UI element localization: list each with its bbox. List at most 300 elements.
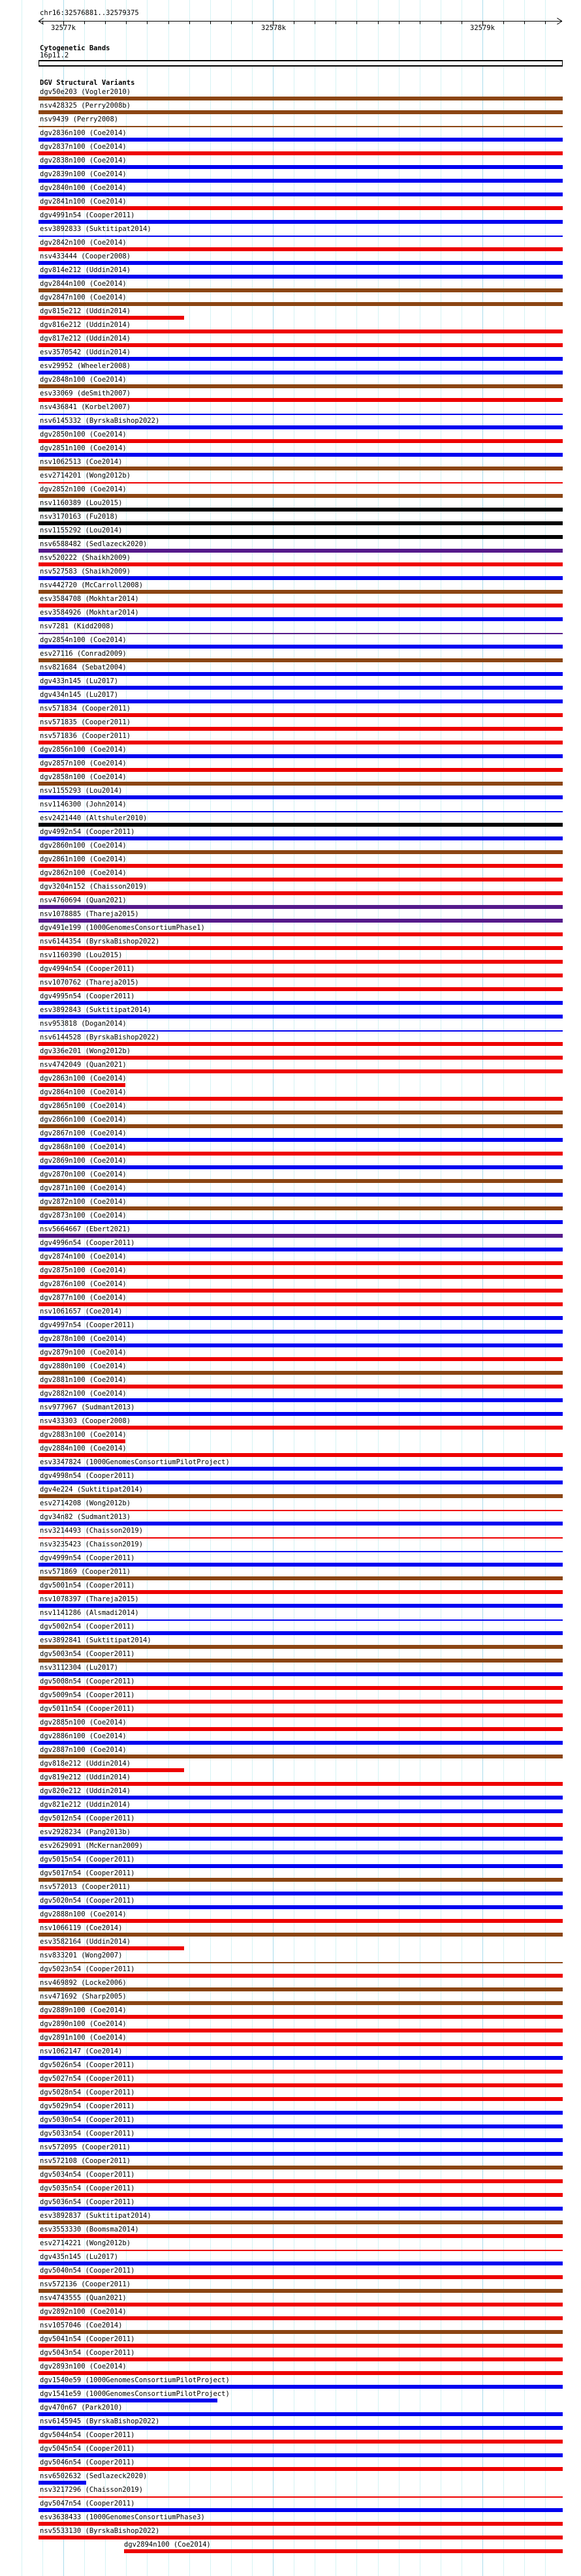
variant-label[interactable]: dgv2840n100 (Coe2014): [40, 184, 127, 192]
variant-bar[interactable]: [39, 2097, 563, 2101]
variant-bar[interactable]: [39, 2207, 563, 2211]
variant-bar[interactable]: [39, 686, 563, 690]
variant-bar[interactable]: [39, 1083, 125, 1087]
variant-label[interactable]: nsv1155292 (Lou2014): [40, 527, 123, 534]
variant-label[interactable]: dgv2836n100 (Coe2014): [40, 129, 127, 137]
variant-bar[interactable]: [39, 1302, 563, 1306]
variant-bar[interactable]: [39, 288, 563, 292]
variant-bar[interactable]: [39, 2250, 563, 2251]
variant-bar[interactable]: [39, 439, 563, 443]
variant-bar[interactable]: [39, 1316, 563, 1320]
variant-bar[interactable]: [39, 371, 563, 375]
variant-bar[interactable]: [39, 1138, 563, 1142]
variant-label[interactable]: dgv5003n54 (Cooper2011): [40, 1650, 135, 1658]
variant-bar[interactable]: [39, 782, 563, 786]
variant-bar[interactable]: [39, 2316, 563, 2320]
variant-bar[interactable]: [39, 1193, 563, 1197]
variant-label[interactable]: dgv470n67 (Park2010): [40, 2404, 123, 2412]
variant-label[interactable]: dgv815e212 (Uddin2014): [40, 307, 131, 315]
variant-bar[interactable]: [39, 1097, 563, 1101]
variant-label[interactable]: dgv2869n100 (Coe2014): [40, 1157, 127, 1165]
variant-bar[interactable]: [39, 236, 563, 237]
variant-label[interactable]: dgv50e203 (Vogler2010): [40, 88, 131, 96]
variant-bar[interactable]: [124, 2549, 563, 2553]
variant-label[interactable]: nsv1078397 (Thareja2015): [40, 1595, 139, 1603]
variant-bar[interactable]: [39, 261, 563, 265]
variant-label[interactable]: esv2421440 (Altshuler2010): [40, 814, 148, 822]
variant-label[interactable]: dgv2863n100 (Coe2014): [40, 1075, 127, 1082]
variant-label[interactable]: nsv436841 (Korbel2007): [40, 403, 131, 411]
variant-label[interactable]: dgv821e212 (Uddin2014): [40, 1801, 131, 1809]
variant-bar[interactable]: [39, 2220, 563, 2224]
variant-bar[interactable]: [39, 1604, 563, 1608]
variant-label[interactable]: dgv2848n100 (Coe2014): [40, 376, 127, 384]
variant-label[interactable]: nsv7281 (Kidd2008): [40, 622, 114, 630]
variant-label[interactable]: nsv977967 (Sudmant2013): [40, 1403, 135, 1411]
variant-bar[interactable]: [39, 2234, 563, 2238]
variant-label[interactable]: esv3892833 (Suktitipat2014): [40, 225, 151, 233]
variant-label[interactable]: dgv491e199 (1000GenomesConsortiumPhase1): [40, 924, 205, 932]
variant-bar[interactable]: [39, 576, 563, 580]
variant-label[interactable]: nsv571834 (Cooper2011): [40, 705, 131, 713]
variant-bar[interactable]: [39, 1015, 563, 1019]
variant-bar[interactable]: [39, 919, 563, 923]
variant-label[interactable]: dgv4998n54 (Cooper2011): [40, 1472, 135, 1480]
variant-label[interactable]: nsv520222 (Shaikh2009): [40, 554, 131, 562]
variant-label[interactable]: nsv433444 (Cooper2008): [40, 253, 131, 260]
variant-bar[interactable]: [39, 1426, 563, 1430]
variant-label[interactable]: dgv5041n54 (Cooper2011): [40, 2335, 135, 2343]
variant-label[interactable]: dgv2861n100 (Coe2014): [40, 855, 127, 863]
variant-bar[interactable]: [39, 645, 563, 649]
variant-label[interactable]: dgv2890n100 (Coe2014): [40, 2020, 127, 2028]
variant-bar[interactable]: [39, 316, 184, 320]
variant-bar[interactable]: [39, 97, 563, 100]
variant-bar[interactable]: [39, 1700, 563, 1704]
variant-bar[interactable]: [39, 1398, 563, 1402]
variant-bar[interactable]: [39, 1878, 563, 1882]
variant-bar[interactable]: [39, 2440, 563, 2444]
variant-bar[interactable]: [39, 2385, 563, 2389]
variant-label[interactable]: dgv2856n100 (Coe2014): [40, 746, 127, 754]
variant-label[interactable]: esv29952 (Wheeler2008): [40, 362, 131, 370]
variant-bar[interactable]: [39, 823, 563, 827]
variant-label[interactable]: dgv814e212 (Uddin2014): [40, 266, 131, 274]
variant-bar[interactable]: [39, 1619, 563, 1621]
variant-bar[interactable]: [39, 1248, 563, 1251]
variant-label[interactable]: dgv818e212 (Uddin2014): [40, 1760, 131, 1768]
variant-bar[interactable]: [39, 1124, 563, 1128]
variant-label[interactable]: dgv2867n100 (Coe2014): [40, 1129, 127, 1137]
variant-label[interactable]: dgv816e212 (Uddin2014): [40, 321, 131, 329]
variant-bar[interactable]: [39, 1796, 563, 1800]
variant-label[interactable]: dgv2878n100 (Coe2014): [40, 1335, 127, 1343]
variant-bar[interactable]: [39, 1974, 563, 1978]
variant-bar[interactable]: [39, 1261, 563, 1265]
variant-bar[interactable]: [39, 672, 563, 676]
variant-label[interactable]: dgv819e212 (Uddin2014): [40, 1773, 131, 1781]
variant-bar[interactable]: [39, 1987, 563, 1991]
variant-label[interactable]: nsv571836 (Cooper2011): [40, 732, 131, 740]
variant-bar[interactable]: [39, 1371, 563, 1375]
variant-bar[interactable]: [39, 275, 563, 279]
variant-label[interactable]: dgv2873n100 (Coe2014): [40, 1212, 127, 1219]
variant-bar[interactable]: [39, 2056, 563, 2060]
variant-label[interactable]: nsv3235423 (Chaisson2019): [40, 1541, 144, 1548]
variant-label[interactable]: nsv1078885 (Thareja2015): [40, 910, 139, 918]
variant-label[interactable]: nsv9439 (Perry2008): [40, 115, 119, 123]
variant-bar[interactable]: [39, 2042, 563, 2046]
variant-bar[interactable]: [39, 2111, 563, 2115]
variant-bar[interactable]: [39, 1919, 563, 1923]
variant-bar[interactable]: [39, 2496, 563, 2498]
variant-label[interactable]: nsv527583 (Shaikh2009): [40, 568, 131, 575]
variant-label[interactable]: nsv572136 (Cooper2011): [40, 2280, 131, 2288]
variant-bar[interactable]: [39, 1727, 563, 1731]
variant-bar[interactable]: [39, 192, 563, 196]
variant-bar[interactable]: [39, 1357, 563, 1361]
variant-bar[interactable]: [39, 1576, 563, 1580]
variant-bar[interactable]: [39, 795, 563, 799]
variant-label[interactable]: dgv2893n100 (Coe2014): [40, 2363, 127, 2370]
variant-label[interactable]: dgv2887n100 (Coe2014): [40, 1746, 127, 1754]
variant-bar[interactable]: [39, 2138, 563, 2142]
variant-bar[interactable]: [39, 713, 563, 717]
variant-bar[interactable]: [39, 987, 563, 991]
variant-label[interactable]: dgv5040n54 (Cooper2011): [40, 2267, 135, 2275]
variant-label[interactable]: esv2714208 (Wong2012b): [40, 1499, 131, 1507]
variant-label[interactable]: nsv6588482 (Sedlazeck2020): [40, 540, 148, 548]
variant-bar[interactable]: [39, 2508, 563, 2512]
variant-bar[interactable]: [39, 2152, 563, 2156]
variant-label[interactable]: dgv5043n54 (Cooper2011): [40, 2349, 135, 2357]
variant-bar[interactable]: [39, 2481, 86, 2485]
variant-bar[interactable]: [39, 2275, 563, 2279]
variant-label[interactable]: nsv3170163 (Fu2018): [40, 513, 119, 521]
variant-bar[interactable]: [39, 1905, 563, 1909]
variant-bar[interactable]: [39, 1946, 184, 1950]
variant-bar[interactable]: [39, 633, 563, 634]
variant-label[interactable]: dgv5001n54 (Cooper2011): [40, 1582, 135, 1589]
variant-bar[interactable]: [39, 1892, 563, 1895]
variant-label[interactable]: dgv4e224 (Suktitipat2014): [40, 1486, 144, 1494]
variant-bar[interactable]: [39, 220, 563, 224]
variant-label[interactable]: nsv833201 (Wong2007): [40, 1952, 123, 1959]
variant-bar[interactable]: [39, 1850, 563, 1854]
variant-label[interactable]: dgv5029n54 (Cooper2011): [40, 2102, 135, 2110]
variant-label[interactable]: nsv442720 (McCarroll2008): [40, 581, 144, 589]
variant-label[interactable]: nsv6145332 (ByrskaBishop2022): [40, 417, 160, 425]
variant-bar[interactable]: [39, 357, 563, 361]
variant-label[interactable]: dgv433n145 (Lu2017): [40, 677, 119, 685]
variant-bar[interactable]: [39, 768, 563, 772]
variant-label[interactable]: dgv4999n54 (Cooper2011): [40, 1554, 135, 1562]
variant-bar[interactable]: [39, 946, 563, 950]
variant-bar[interactable]: [39, 2399, 217, 2402]
variant-bar[interactable]: [39, 1069, 563, 1073]
variant-bar[interactable]: [39, 453, 563, 457]
variant-label[interactable]: dgv2838n100 (Coe2014): [40, 157, 127, 164]
variant-bar[interactable]: [39, 1275, 563, 1279]
variant-label[interactable]: dgv2894n100 (Coe2014): [124, 2541, 211, 2549]
variant-label[interactable]: dgv2888n100 (Coe2014): [40, 1910, 127, 1918]
variant-label[interactable]: dgv2868n100 (Coe2014): [40, 1143, 127, 1151]
variant-bar[interactable]: [39, 1467, 563, 1471]
variant-bar[interactable]: [39, 1631, 563, 1635]
variant-label[interactable]: dgv2877n100 (Coe2014): [40, 1294, 127, 1302]
variant-label[interactable]: nsv428325 (Perry2008b): [40, 102, 131, 110]
variant-label[interactable]: dgv2882n100 (Coe2014): [40, 1390, 127, 1398]
variant-label[interactable]: nsv3112304 (Lu2017): [40, 1664, 119, 1672]
variant-bar[interactable]: [39, 2522, 563, 2526]
variant-bar[interactable]: [39, 1206, 563, 1210]
variant-label[interactable]: dgv2874n100 (Coe2014): [40, 1253, 127, 1261]
variant-bar[interactable]: [39, 151, 563, 155]
variant-bar[interactable]: [39, 727, 563, 731]
variant-label[interactable]: dgv2883n100 (Coe2014): [40, 1431, 127, 1439]
variant-label[interactable]: dgv2872n100 (Coe2014): [40, 1198, 127, 1206]
variant-bar[interactable]: [39, 2330, 563, 2334]
variant-label[interactable]: dgv2881n100 (Coe2014): [40, 1376, 127, 1384]
variant-bar[interactable]: [39, 1152, 563, 1156]
variant-label[interactable]: nsv1146300 (John2014): [40, 801, 127, 808]
variant-label[interactable]: dgv4997n54 (Cooper2011): [40, 1321, 135, 1329]
variant-label[interactable]: dgv4996n54 (Cooper2011): [40, 1239, 135, 1247]
variant-bar[interactable]: [39, 811, 563, 812]
variant-label[interactable]: nsv1070762 (Thareja2015): [40, 979, 139, 987]
variant-label[interactable]: dgv2857n100 (Coe2014): [40, 759, 127, 767]
variant-label[interactable]: esv2928234 (Pang2013b): [40, 1828, 131, 1836]
variant-label[interactable]: dgv5023n54 (Cooper2011): [40, 1965, 135, 1973]
variant-bar[interactable]: [39, 1962, 563, 1963]
variant-label[interactable]: esv33069 (deSmith2007): [40, 390, 131, 397]
variant-label[interactable]: nsv1062513 (Coe2014): [40, 458, 123, 466]
variant-label[interactable]: dgv3204n152 (Chaisson2019): [40, 883, 148, 891]
variant-label[interactable]: nsv953818 (Dogan2014): [40, 1020, 127, 1028]
cytoband-box[interactable]: [39, 60, 563, 67]
variant-label[interactable]: nsv6144528 (ByrskaBishop2022): [40, 1034, 160, 1041]
variant-bar[interactable]: [39, 905, 563, 909]
variant-label[interactable]: dgv2876n100 (Coe2014): [40, 1280, 127, 1288]
variant-label[interactable]: nsv1057046 (Coe2014): [40, 2322, 123, 2329]
variant-label[interactable]: dgv435n145 (Lu2017): [40, 2253, 119, 2261]
variant-label[interactable]: dgv2886n100 (Coe2014): [40, 1732, 127, 1740]
variant-bar[interactable]: [39, 2371, 563, 2375]
variant-label[interactable]: dgv5020n54 (Cooper2011): [40, 1897, 135, 1905]
variant-bar[interactable]: [39, 864, 563, 868]
variant-bar[interactable]: [39, 206, 563, 210]
variant-label[interactable]: dgv2854n100 (Coe2014): [40, 636, 127, 644]
variant-bar[interactable]: [39, 836, 563, 840]
variant-bar[interactable]: [39, 1510, 563, 1511]
variant-bar[interactable]: [39, 110, 563, 114]
variant-label[interactable]: nsv5664667 (Ebert2021): [40, 1225, 131, 1233]
variant-bar[interactable]: [39, 2289, 563, 2293]
variant-label[interactable]: dgv34n82 (Sudmant2013): [40, 1513, 131, 1521]
variant-bar[interactable]: [39, 2179, 563, 2183]
variant-label[interactable]: nsv572013 (Cooper2011): [40, 1883, 131, 1891]
variant-label[interactable]: nsv5533130 (ByrskaBishop2022): [40, 2527, 160, 2535]
variant-label[interactable]: dgv2839n100 (Coe2014): [40, 170, 127, 178]
variant-bar[interactable]: [39, 1439, 125, 1443]
variant-label[interactable]: dgv5046n54 (Cooper2011): [40, 2459, 135, 2466]
variant-bar[interactable]: [39, 1645, 563, 1649]
variant-label[interactable]: dgv2847n100 (Coe2014): [40, 294, 127, 301]
variant-label[interactable]: esv3347824 (1000GenomesConsortiumPilotProject): [40, 1458, 230, 1466]
variant-bar[interactable]: [39, 138, 563, 142]
variant-label[interactable]: nsv3217296 (Chaisson2019): [40, 2486, 144, 2494]
variant-label[interactable]: esv2714221 (Wong2012b): [40, 2239, 131, 2247]
variant-bar[interactable]: [39, 2015, 563, 2019]
variant-label[interactable]: dgv2858n100 (Coe2014): [40, 773, 127, 781]
variant-bar[interactable]: [39, 494, 563, 498]
variant-label[interactable]: dgv5008n54 (Cooper2011): [40, 1678, 135, 1685]
variant-bar[interactable]: [39, 974, 563, 977]
variant-label[interactable]: dgv2862n100 (Coe2014): [40, 869, 127, 877]
variant-bar[interactable]: [39, 1823, 563, 1827]
variant-label[interactable]: nsv1062147 (Coe2014): [40, 2047, 123, 2055]
variant-label[interactable]: esv2629091 (McKernan2009): [40, 1842, 144, 1850]
variant-label[interactable]: nsv571835 (Cooper2011): [40, 718, 131, 726]
variant-label[interactable]: dgv2851n100 (Coe2014): [40, 444, 127, 452]
variant-bar[interactable]: [39, 1659, 563, 1663]
variant-bar[interactable]: [39, 2001, 563, 2005]
variant-label[interactable]: dgv2879n100 (Coe2014): [40, 1349, 127, 1357]
variant-label[interactable]: dgv2885n100 (Coe2014): [40, 1719, 127, 1726]
variant-bar[interactable]: [39, 302, 563, 306]
variant-bar[interactable]: [39, 604, 563, 607]
variant-bar[interactable]: [39, 1551, 563, 1552]
variant-label[interactable]: dgv5027n54 (Cooper2011): [40, 2075, 135, 2083]
variant-bar[interactable]: [39, 1412, 563, 1416]
variant-label[interactable]: nsv6144354 (ByrskaBishop2022): [40, 938, 160, 945]
variant-bar[interactable]: [39, 617, 563, 621]
variant-label[interactable]: dgv2870n100 (Coe2014): [40, 1171, 127, 1178]
variant-bar[interactable]: [39, 1343, 563, 1347]
variant-label[interactable]: dgv4992n54 (Cooper2011): [40, 828, 135, 836]
variant-label[interactable]: nsv1155293 (Lou2014): [40, 787, 123, 795]
variant-bar[interactable]: [39, 2453, 563, 2457]
variant-label[interactable]: dgv2889n100 (Coe2014): [40, 2006, 127, 2014]
variant-bar[interactable]: [39, 1768, 184, 1772]
variant-label[interactable]: nsv572108 (Cooper2011): [40, 2157, 131, 2165]
variant-label[interactable]: dgv5026n54 (Cooper2011): [40, 2061, 135, 2069]
variant-label[interactable]: dgv5047n54 (Cooper2011): [40, 2500, 135, 2507]
variant-label[interactable]: dgv5033n54 (Cooper2011): [40, 2130, 135, 2138]
variant-bar[interactable]: [39, 2166, 563, 2170]
variant-label[interactable]: esv3892837 (Suktitipat2014): [40, 2212, 151, 2220]
variant-label[interactable]: dgv2852n100 (Coe2014): [40, 485, 127, 493]
variant-label[interactable]: esv3584926 (Mokhtar2014): [40, 609, 139, 617]
variant-bar[interactable]: [39, 2412, 563, 2416]
variant-bar[interactable]: [39, 658, 563, 662]
variant-label[interactable]: dgv5044n54 (Cooper2011): [40, 2431, 135, 2439]
variant-label[interactable]: dgv5028n54 (Cooper2011): [40, 2089, 135, 2096]
variant-label[interactable]: nsv4760694 (Quan2021): [40, 897, 127, 904]
variant-label[interactable]: nsv4742049 (Quan2021): [40, 1061, 127, 1069]
variant-bar[interactable]: [39, 482, 563, 483]
variant-bar[interactable]: [39, 2262, 563, 2265]
variant-label[interactable]: dgv4991n54 (Cooper2011): [40, 211, 135, 219]
variant-bar[interactable]: [39, 2536, 563, 2539]
variant-label[interactable]: esv3553330 (Boomsma2014): [40, 2226, 139, 2233]
variant-label[interactable]: dgv5035n54 (Cooper2011): [40, 2185, 135, 2192]
variant-bar[interactable]: [39, 1385, 563, 1388]
variant-label[interactable]: dgv2837n100 (Coe2014): [40, 143, 127, 151]
variant-label[interactable]: esv3892841 (Suktitipat2014): [40, 1636, 151, 1644]
variant-bar[interactable]: [39, 549, 563, 553]
variant-label[interactable]: dgv336e201 (Wong2012b): [40, 1047, 131, 1055]
variant-bar[interactable]: [39, 1809, 563, 1813]
variant-label[interactable]: dgv4994n54 (Cooper2011): [40, 965, 135, 973]
variant-label[interactable]: nsv1160390 (Lou2015): [40, 951, 123, 959]
variant-bar[interactable]: [39, 343, 563, 347]
variant-bar[interactable]: [39, 2467, 563, 2471]
variant-label[interactable]: dgv5011n54 (Cooper2011): [40, 1705, 135, 1713]
variant-label[interactable]: dgv2880n100 (Coe2014): [40, 1362, 127, 1370]
variant-bar[interactable]: [39, 1111, 563, 1114]
variant-label[interactable]: nsv1141286 (Alsmadi2014): [40, 1609, 139, 1617]
variant-label[interactable]: dgv5045n54 (Cooper2011): [40, 2445, 135, 2453]
variant-bar[interactable]: [39, 1165, 563, 1169]
variant-bar[interactable]: [39, 1056, 563, 1060]
variant-label[interactable]: nsv571869 (Cooper2011): [40, 1568, 131, 1576]
variant-bar[interactable]: [39, 891, 563, 895]
variant-label[interactable]: dgv5030n54 (Cooper2011): [40, 2116, 135, 2124]
variant-bar[interactable]: [39, 1030, 563, 1032]
variant-label[interactable]: dgv2841n100 (Coe2014): [40, 198, 127, 206]
variant-bar[interactable]: [39, 850, 563, 854]
variant-bar[interactable]: [39, 562, 563, 566]
variant-bar[interactable]: [39, 1713, 563, 1717]
variant-bar[interactable]: [39, 932, 563, 936]
variant-label[interactable]: dgv2884n100 (Coe2014): [40, 1445, 127, 1452]
variant-bar[interactable]: [39, 590, 563, 594]
variant-label[interactable]: dgv2871n100 (Coe2014): [40, 1184, 127, 1192]
variant-bar[interactable]: [39, 1537, 563, 1539]
variant-label[interactable]: esv3584708 (Mokhtar2014): [40, 595, 139, 603]
variant-bar[interactable]: [39, 754, 563, 758]
variant-bar[interactable]: [39, 179, 563, 183]
variant-label[interactable]: dgv2860n100 (Coe2014): [40, 842, 127, 850]
variant-bar[interactable]: [39, 1563, 563, 1567]
variant-label[interactable]: dgv2844n100 (Coe2014): [40, 280, 127, 288]
variant-bar[interactable]: [39, 330, 563, 333]
variant-bar[interactable]: [39, 1220, 563, 1224]
variant-bar[interactable]: [39, 384, 563, 388]
variant-label[interactable]: nsv469892 (Locke2006): [40, 1979, 127, 1987]
variant-bar[interactable]: [39, 2357, 563, 2361]
variant-bar[interactable]: [39, 1590, 563, 1594]
variant-label[interactable]: dgv1540e59 (1000GenomesConsortiumPilotProject): [40, 2376, 230, 2384]
variant-bar[interactable]: [39, 1933, 563, 1937]
variant-bar[interactable]: [39, 878, 563, 882]
variant-label[interactable]: nsv3214493 (Chaisson2019): [40, 1527, 144, 1535]
variant-bar[interactable]: [39, 1042, 563, 1046]
variant-bar[interactable]: [39, 126, 563, 127]
variant-label[interactable]: dgv4995n54 (Cooper2011): [40, 992, 135, 1000]
variant-bar[interactable]: [39, 2070, 563, 2074]
variant-bar[interactable]: [39, 398, 563, 402]
variant-label[interactable]: dgv2842n100 (Coe2014): [40, 239, 127, 247]
variant-label[interactable]: dgv2891n100 (Coe2014): [40, 2034, 127, 2042]
variant-bar[interactable]: [39, 535, 563, 539]
variant-label[interactable]: dgv2865n100 (Coe2014): [40, 1102, 127, 1110]
variant-label[interactable]: esv3638433 (1000GenomesConsortiumPhase3): [40, 2513, 205, 2521]
variant-label[interactable]: nsv821684 (Sebat2004): [40, 664, 127, 671]
variant-label[interactable]: nsv4743555 (Quan2021): [40, 2294, 127, 2302]
variant-bar[interactable]: [39, 414, 563, 415]
